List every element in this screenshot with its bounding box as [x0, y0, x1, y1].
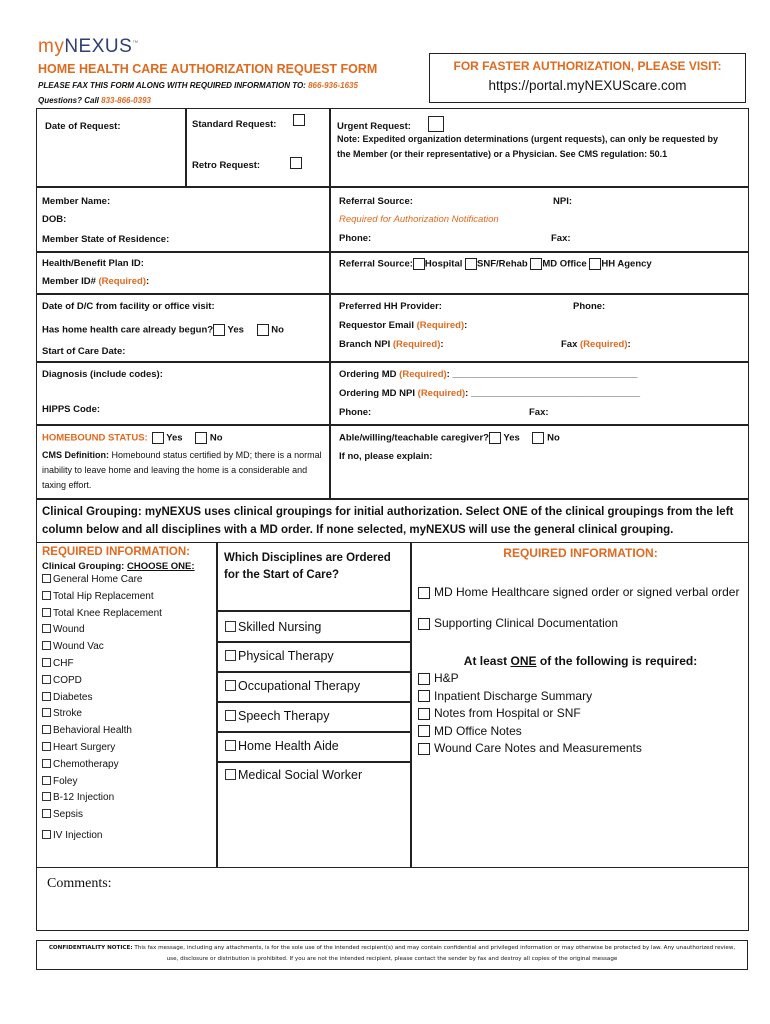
member-name-label: Member Name: [42, 196, 111, 207]
discipline-label: Occupational Therapy [238, 679, 361, 693]
mynexus-logo [38, 36, 139, 58]
comments-label: Comments: [47, 876, 112, 891]
form-title: HOME HEALTH CARE AUTHORIZATION REQUEST FORM [38, 62, 378, 76]
branch-npi-label: Branch NPI (Required): [339, 339, 444, 350]
column-divider [185, 108, 187, 186]
divider [216, 610, 411, 612]
required-docs-heading: REQUIRED INFORMATION: [503, 546, 658, 560]
grouping-label: COPD [53, 674, 82, 686]
divider [36, 251, 749, 253]
doc-option-checkbox[interactable] [418, 673, 430, 685]
confidentiality-label: CONFIDENTIALITY NOTICE: [48, 945, 133, 951]
supporting-docs-label: Supporting Clinical Documentation [434, 616, 619, 630]
discipline-label: Skilled Nursing [238, 620, 322, 634]
urgent-request-checkbox[interactable] [428, 116, 444, 132]
hipps-code-label: HIPPS Code: [42, 404, 101, 415]
grouping-item[interactable] [42, 828, 195, 845]
grouping-item[interactable] [42, 673, 195, 690]
clinical-grouping-column [42, 546, 195, 845]
doc-option-label: Wound Care Notes and Measurements [434, 741, 642, 755]
grouping-label: Behavioral Health [53, 725, 132, 737]
disciplines-heading: Which Disciplines are Ordered for the Start of Care? [224, 552, 391, 581]
logo-nexus: NEXUS [64, 36, 133, 57]
supporting-docs-checkbox[interactable] [418, 618, 430, 630]
grouping-label: Wound Vac [53, 641, 104, 653]
grouping-checkbox[interactable] [42, 641, 51, 650]
confidentiality-text: This fax message, including any attachments, is for the sole use of the intended recipient(s) and may contain confidential and privileged information or may otherwise be protected by law. Any unauthorized review, use, disclosure or distribution is prohibited. If you are not the intended recipient, please contact the sender by fax and destroy all copies of the original message [134, 945, 736, 962]
homebound-no-checkbox[interactable] [195, 432, 207, 444]
ordering-md-npi-label [339, 388, 640, 399]
grouping-item[interactable] [42, 723, 195, 740]
doc-option-checkbox[interactable] [418, 690, 430, 702]
requestor-email-label: Requestor Email (Required): [339, 320, 468, 331]
referral-phone-label: Phone: [339, 233, 372, 244]
fax-instructions [38, 81, 358, 90]
member-state-label: Member State of Residence: [42, 234, 170, 245]
ordering-md-phone-label: Phone: [339, 407, 372, 418]
grouping-checkbox[interactable] [42, 591, 51, 600]
grouping-item[interactable] [42, 757, 195, 774]
discipline-checkbox[interactable] [225, 769, 236, 780]
doc-option-item[interactable] [418, 670, 743, 688]
ordering-md-fax-label: Fax: [529, 407, 549, 418]
doc-option-checkbox[interactable] [418, 725, 430, 737]
grouping-checkbox[interactable] [42, 574, 51, 583]
npi-label: NPI: [553, 196, 572, 207]
grouping-checkbox[interactable] [42, 658, 51, 667]
discipline-item[interactable] [225, 649, 334, 663]
retro-request-label: Retro Request: [192, 160, 261, 171]
discipline-item[interactable] [225, 739, 339, 753]
discipline-checkbox[interactable] [225, 621, 236, 632]
hh-provider-label: Preferred HH Provider: [339, 301, 442, 312]
doc-option-label: H&P [434, 671, 459, 685]
urgent-request-label: Urgent Request: [337, 121, 411, 132]
grouping-item[interactable] [42, 572, 195, 589]
no-label: No [271, 324, 284, 336]
doc-option-label: MD Office Notes [434, 723, 522, 738]
care-begun-no-checkbox[interactable] [257, 324, 269, 336]
required-tag: (Required) [392, 339, 441, 350]
grouping-item[interactable] [42, 706, 195, 723]
grouping-checkbox[interactable] [42, 675, 51, 684]
portal-url-link[interactable]: https://portal.myNEXUScare.com [488, 78, 687, 93]
referral-fax-label: Fax: [551, 233, 571, 244]
required-docs-column [418, 546, 743, 758]
grouping-item[interactable] [42, 774, 195, 791]
doc-option-item[interactable] [418, 740, 743, 758]
required-info-heading: REQUIRED INFORMATION: [42, 546, 191, 558]
plan-id-label: Health/Benefit Plan ID: [42, 258, 144, 269]
grouping-label: IV Injection [53, 829, 103, 841]
snf-rehab-option-label: SNF/Rehab [477, 258, 528, 270]
grouping-label: General Home Care [53, 574, 143, 585]
doc-option-checkbox[interactable] [418, 743, 430, 755]
cms-definition-text: Homebound status certified by MD; there is a normal inability to leave home and leaving the home is a considerable and taxing effort. [42, 450, 322, 490]
discipline-label: Home Health Aide [238, 739, 339, 753]
branch-npi-text: Branch NPI [339, 339, 391, 350]
hospital-option-label: Hospital [424, 258, 463, 270]
grouping-item[interactable] [42, 790, 195, 807]
supporting-docs-item[interactable] [418, 616, 743, 630]
discipline-checkbox[interactable] [225, 740, 236, 751]
discipline-checkbox[interactable] [225, 710, 236, 721]
care-begun-yes-checkbox[interactable] [213, 324, 225, 336]
divider [216, 641, 411, 643]
grouping-checkbox[interactable] [42, 776, 51, 785]
doc-option-label: Inpatient Discharge Summary [434, 688, 593, 703]
choose-one-text: CHOOSE ONE: [126, 561, 195, 572]
caregiver-row [339, 432, 560, 444]
grouping-label: B-12 Injection [53, 792, 115, 804]
no-label: No [547, 432, 560, 444]
divider [216, 671, 411, 673]
explain-label: If no, please explain: [339, 451, 433, 462]
dob-label: DOB: [42, 214, 67, 225]
grouping-item[interactable] [42, 622, 195, 639]
grouping-item[interactable] [42, 740, 195, 757]
discipline-label: Physical Therapy [238, 649, 334, 663]
comments-field[interactable] [36, 867, 749, 931]
column-divider [216, 542, 218, 868]
grouping-label: Stroke [53, 708, 82, 720]
grouping-checkbox[interactable] [42, 742, 51, 751]
cms-definition-label: CMS Definition: [42, 450, 109, 460]
standard-request-label: Standard Request: [192, 119, 277, 130]
caregiver-no-checkbox[interactable] [532, 432, 544, 444]
questions-line [38, 96, 151, 105]
requestor-email-text: Requestor Email [339, 320, 414, 331]
discipline-checkbox[interactable] [225, 650, 236, 661]
at-least-one-heading [418, 654, 743, 668]
at-least-prefix: At least [463, 654, 508, 668]
at-least-suffix: of the following is required: [539, 654, 698, 668]
grouping-label: CHF [53, 657, 74, 669]
questions-number: 833-866-0393 [101, 96, 151, 105]
md-order-label: MD Home Healthcare signed order or signed verbal order [434, 585, 740, 599]
at-least-one-word: ONE [510, 654, 537, 668]
portal-box [429, 53, 746, 103]
required-notification-note: Required for Authorization Notification [339, 214, 499, 225]
grouping-label: Foley [53, 775, 78, 787]
branch-fax-text: Fax [561, 339, 578, 350]
date-of-request-label: Date of Request: [45, 121, 121, 132]
trademark-mark: ™ [132, 40, 139, 47]
doc-option-label: Notes from Hospital or SNF [434, 706, 581, 720]
grouping-label: Wound [53, 624, 85, 636]
discipline-item[interactable] [225, 768, 362, 782]
divider [36, 361, 749, 363]
grouping-checkbox[interactable] [42, 759, 51, 768]
member-id-text: Member ID# [42, 276, 96, 287]
column-divider [329, 108, 331, 500]
hospital-checkbox[interactable] [413, 258, 425, 270]
branch-fax-label: Fax (Required): [561, 339, 631, 350]
doc-option-item[interactable] [418, 723, 743, 741]
discipline-checkbox[interactable] [225, 680, 236, 691]
hh-agency-option-label: HH Agency [601, 258, 652, 270]
grouping-checkbox[interactable] [42, 809, 51, 818]
required-tag: (Required) [417, 388, 466, 399]
homebound-row [42, 432, 223, 444]
grouping-checkbox[interactable] [42, 708, 51, 717]
start-of-care-label: Start of Care Date: [42, 346, 126, 357]
grouping-item[interactable] [42, 639, 195, 656]
grouping-label: Chemotherapy [53, 758, 119, 770]
grouping-item[interactable] [42, 656, 195, 673]
grouping-label: Diabetes [53, 691, 93, 703]
fax-number: 866-936-1635 [308, 81, 358, 90]
homebound-yes-checkbox[interactable] [152, 432, 164, 444]
divider [36, 186, 749, 188]
discipline-item[interactable] [225, 620, 321, 634]
ordering-md-text: Ordering MD [339, 369, 397, 380]
grouping-checkbox[interactable] [42, 792, 51, 801]
grouping-label: Total Hip Replacement [53, 590, 154, 602]
required-tag: (Required) [416, 320, 465, 331]
ordering-md-npi-text: Ordering MD NPI [339, 388, 416, 399]
md-order-checkbox[interactable] [418, 587, 430, 599]
yes-label: Yes [166, 432, 183, 444]
diagnosis-label: Diagnosis (include codes): [42, 369, 163, 380]
hh-provider-phone-label: Phone: [573, 301, 606, 312]
snf-rehab-checkbox[interactable] [465, 258, 477, 270]
doc-option-item[interactable] [418, 688, 743, 706]
grouping-item[interactable] [42, 690, 195, 707]
caregiver-yes-checkbox[interactable] [489, 432, 501, 444]
md-office-option-label: MD Office [542, 258, 587, 270]
divider [36, 424, 749, 426]
md-order-item[interactable] [418, 582, 743, 602]
dc-date-label: Date of D/C from facility or office visit: [42, 301, 215, 312]
divider [216, 701, 411, 703]
grouping-label: Sepsis [53, 809, 84, 821]
discipline-item[interactable] [225, 709, 330, 723]
no-label: No [209, 432, 223, 444]
ordering-md-npi-blank: : ________________________________ [465, 388, 641, 399]
urgent-note: Note: Expedited organization determinations (urgent requests), can only be requested by the Member (or their representative) or a Physician. See CMS regulation: 50.1 [337, 134, 719, 159]
care-begun-label: Has home health care already begun? [42, 324, 214, 336]
homebound-status-label: HOMEBOUND STATUS: [42, 432, 148, 444]
logo-my: my [38, 36, 65, 57]
grouping-checkbox[interactable] [42, 692, 51, 701]
fax-instructions-text: PLEASE FAX THIS FORM ALONG WITH REQUIRED INFORMATION TO: [38, 81, 306, 90]
yes-label: Yes [503, 432, 520, 444]
required-tag: (Required) [580, 339, 628, 350]
required-tag: (Required) [399, 369, 447, 380]
yes-label: Yes [227, 324, 244, 336]
grouping-checkbox[interactable] [42, 725, 51, 734]
divider [216, 731, 411, 733]
questions-label: Questions? Call [38, 96, 99, 105]
required-tag: (Required) [98, 276, 146, 287]
clinical-grouping-label: Clinical Grouping: [42, 561, 125, 572]
care-begun-row [42, 324, 284, 336]
caregiver-label: Able/willing/teachable caregiver? [339, 432, 489, 444]
doc-option-checkbox[interactable] [418, 708, 430, 720]
grouping-item[interactable] [42, 589, 195, 606]
clinical-grouping-text: Clinical Grouping: myNEXUS uses clinical groupings for initial authorization. Select ONE of the clinical groupings from the left column below and all disciplines with a MD order. If none selected, myNEXUS will use the general clinical grouping. [42, 506, 734, 536]
grouping-checkbox[interactable] [42, 608, 51, 617]
colon: : [146, 276, 150, 287]
discipline-label: Medical Social Worker [238, 768, 363, 782]
grouping-label: Total Knee Replacement [53, 607, 162, 619]
ordering-md-blank: : ___________________________________ [446, 369, 638, 380]
discipline-item[interactable] [225, 679, 360, 693]
discipline-label: Speech Therapy [238, 709, 330, 723]
standard-request-checkbox[interactable] [293, 114, 305, 126]
confidentiality-notice [44, 943, 740, 965]
cms-definition [42, 448, 327, 493]
md-office-checkbox[interactable] [530, 258, 542, 270]
member-id-label [42, 276, 149, 287]
column-divider [410, 542, 412, 868]
referral-source-type-label: Referral Source: [339, 258, 413, 270]
grouping-item[interactable] [42, 807, 195, 824]
referral-source-type-row [339, 258, 652, 270]
grouping-checkbox[interactable] [42, 830, 51, 839]
grouping-checkbox[interactable] [42, 624, 51, 633]
choose-one-label [42, 561, 195, 572]
doc-option-item[interactable] [418, 705, 743, 723]
ordering-md-label [339, 369, 637, 380]
hh-agency-checkbox[interactable] [589, 258, 601, 270]
grouping-label: Heart Surgery [53, 741, 116, 753]
referral-source-label: Referral Source: [339, 196, 413, 207]
grouping-item[interactable] [42, 606, 195, 623]
portal-heading: FOR FASTER AUTHORIZATION, PLEASE VISIT: [453, 59, 722, 73]
retro-request-checkbox[interactable] [290, 157, 302, 169]
divider [216, 761, 411, 763]
divider [36, 293, 749, 295]
